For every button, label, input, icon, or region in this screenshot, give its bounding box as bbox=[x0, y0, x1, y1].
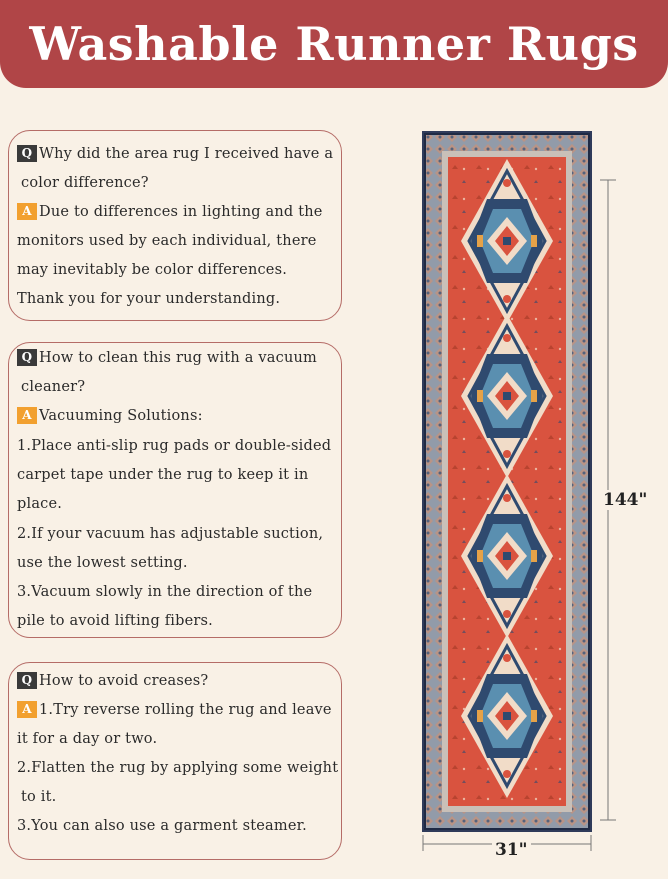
answer-badge: A bbox=[17, 203, 37, 220]
title-banner bbox=[0, 0, 668, 88]
answer-text: pile to avoid lifting fibers. bbox=[17, 613, 213, 629]
answer-text: 2.Flatten the rug by applying some weight bbox=[17, 760, 339, 776]
answer-text: to it. bbox=[21, 789, 57, 805]
question-badge: Q bbox=[17, 145, 37, 162]
answer-text: place. bbox=[17, 496, 63, 512]
answer-text: 2.If your vacuum has adjustable suction, bbox=[17, 526, 324, 542]
rug-width-label: 31" bbox=[492, 840, 531, 860]
answer-text: Thank you for your understanding. bbox=[17, 291, 281, 307]
rug-length-label: 144" bbox=[603, 490, 648, 510]
question-badge: Q bbox=[17, 672, 37, 689]
page-title: Washable Runner Rugs bbox=[29, 17, 639, 71]
answer-text: Vacuuming Solutions: bbox=[39, 408, 203, 424]
rug-pattern-illustration bbox=[422, 131, 592, 832]
answer-text: 1.Place anti-slip rug pads or double-sided bbox=[17, 438, 332, 454]
answer-text: it for a day or two. bbox=[17, 731, 158, 747]
answer-text: may inevitably be color differences. bbox=[17, 262, 288, 278]
answer-text: Due to differences in lighting and the bbox=[39, 204, 323, 220]
answer-text: monitors used by each individual, there bbox=[17, 233, 317, 249]
answer-badge: A bbox=[17, 407, 37, 424]
answer-text: use the lowest setting. bbox=[17, 555, 188, 571]
question-text: How to avoid creases? bbox=[39, 673, 209, 689]
answer-text: 3.You can also use a garment steamer. bbox=[17, 818, 307, 834]
answer-text: carpet tape under the rug to keep it in bbox=[17, 467, 309, 483]
answer-text: 1.Try reverse rolling the rug and leave bbox=[39, 702, 332, 718]
question-text: color difference? bbox=[21, 175, 149, 191]
faq-card-color-difference bbox=[8, 130, 342, 321]
faq-card-creases bbox=[8, 662, 342, 860]
question-text: Why did the area rug I received have a bbox=[39, 146, 334, 162]
question-text: How to clean this rug with a vacuum bbox=[39, 350, 317, 366]
runner-rug-image bbox=[422, 131, 592, 832]
question-badge: Q bbox=[17, 349, 37, 366]
question-text: cleaner? bbox=[21, 379, 86, 395]
answer-badge: A bbox=[17, 701, 37, 718]
answer-text: 3.Vacuum slowly in the direction of the bbox=[17, 584, 313, 600]
faq-card-vacuum-cleaning bbox=[8, 342, 342, 638]
